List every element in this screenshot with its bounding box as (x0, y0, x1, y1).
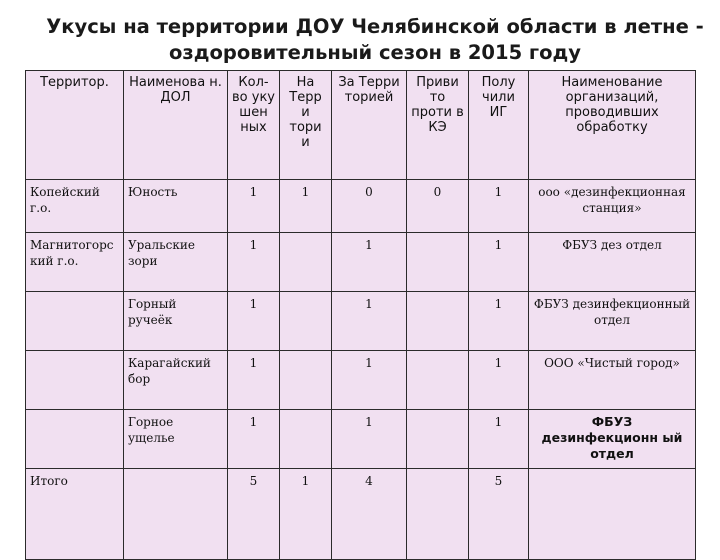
count-cell: 1 (228, 410, 280, 469)
on-territory-cell: 1 (280, 180, 332, 233)
organization-cell: ооо «дезинфекционная станция» (529, 180, 696, 233)
on-territory-cell (280, 410, 332, 469)
header-cell: На Терр и тори и (280, 71, 332, 180)
count-cell: 5 (228, 469, 280, 560)
camp-cell: Юность (124, 180, 228, 233)
organization-cell: ФБУЗ дезинфекционный отдел (529, 292, 696, 351)
camp-cell (124, 469, 228, 560)
camp-cell: Горное ущелье (124, 410, 228, 469)
header-cell: Наименование организаций, проводивших обработку (529, 71, 696, 180)
header-cell: Полу чили ИГ (469, 71, 529, 180)
table-row (26, 410, 696, 469)
header-cell: Приви то проти в КЭ (407, 71, 469, 180)
count-cell: 1 (228, 292, 280, 351)
table-row (26, 180, 696, 233)
territory-cell (26, 351, 124, 410)
ig-cell: 1 (469, 292, 529, 351)
ig-cell: 1 (469, 351, 529, 410)
title-line-2: оздоровительный сезон в 2015 году (169, 41, 581, 64)
off-territory-cell: 0 (332, 180, 407, 233)
territory-cell (26, 410, 124, 469)
header-cell: Наименова н. ДОЛ (124, 71, 228, 180)
on-territory-cell (280, 292, 332, 351)
count-cell: 1 (228, 351, 280, 410)
organization-cell (529, 469, 696, 560)
on-territory-cell: 1 (280, 469, 332, 560)
header-cell: Территор. (26, 71, 124, 180)
ig-cell: 1 (469, 410, 529, 469)
header-cell: За Терри торией (332, 71, 407, 180)
bites-table (25, 70, 696, 560)
page-title (30, 14, 720, 66)
organization-cell: ФБУЗ дезинфекционн ый отдел (529, 410, 696, 469)
off-territory-cell: 4 (332, 469, 407, 560)
ig-cell: 5 (469, 469, 529, 560)
ig-cell: 1 (469, 233, 529, 292)
ig-cell: 1 (469, 180, 529, 233)
territory-cell: Магнитогорс кий г.о. (26, 233, 124, 292)
table-row (26, 233, 696, 292)
vaccinated-cell (407, 410, 469, 469)
off-territory-cell: 1 (332, 410, 407, 469)
header-row (26, 71, 696, 180)
territory-cell: Итого (26, 469, 124, 560)
vaccinated-cell (407, 351, 469, 410)
count-cell: 1 (228, 233, 280, 292)
territory-cell (26, 292, 124, 351)
header-cell: Кол-во уку шен ных (228, 71, 280, 180)
on-territory-cell (280, 351, 332, 410)
vaccinated-cell (407, 233, 469, 292)
on-territory-cell (280, 233, 332, 292)
total-row (26, 469, 696, 560)
off-territory-cell: 1 (332, 233, 407, 292)
table-row (26, 351, 696, 410)
organization-cell: ФБУЗ дез отдел (529, 233, 696, 292)
camp-cell: Горный ручеёк (124, 292, 228, 351)
camp-cell: Уральские зори (124, 233, 228, 292)
off-territory-cell: 1 (332, 351, 407, 410)
camp-cell: Карагайский бор (124, 351, 228, 410)
vaccinated-cell (407, 469, 469, 560)
table-row (26, 292, 696, 351)
territory-cell: Копейский г.о. (26, 180, 124, 233)
organization-cell: ООО «Чистый город» (529, 351, 696, 410)
vaccinated-cell (407, 292, 469, 351)
title-line-1: Укусы на территории ДОУ Челябинской области в летне - (46, 15, 704, 38)
count-cell: 1 (228, 180, 280, 233)
off-territory-cell: 1 (332, 292, 407, 351)
vaccinated-cell: 0 (407, 180, 469, 233)
